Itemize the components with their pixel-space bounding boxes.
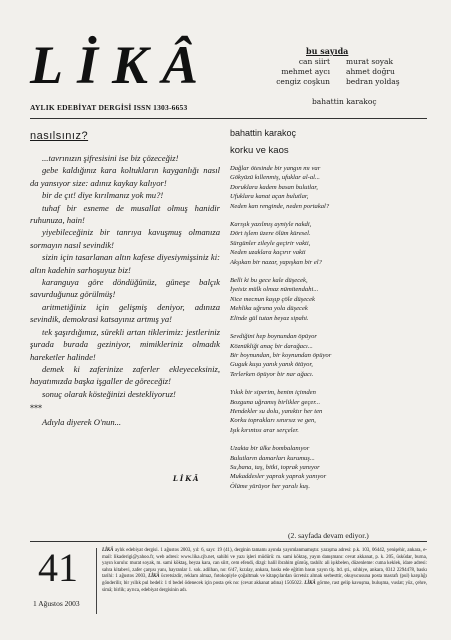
editorial-paragraph: sizin için tasarlanan altın kafese diyesiymişsiniz ki: altın kadehin sarhoşuyuz biz!: [30, 252, 220, 275]
poem-stanza: [230, 276, 430, 323]
poem-line: Elinde gül tutan beyaz sipahi.: [230, 314, 309, 322]
toc-title: bu sayıda: [306, 46, 349, 56]
issue-number: 41: [38, 545, 78, 590]
poem-line: Sürgünler zileyle geçirir vakti,: [230, 239, 311, 247]
poem-line: Doruklara kadem basan bulutlar,: [230, 183, 318, 191]
editorial-paragraph: karanguya göre döndüğünüz, güneşe balçık savurduğunuz görülmüş!: [30, 277, 220, 300]
editorial-text: [30, 152, 220, 400]
poem-line: Gökyüzü kıllenmiş, ufuklar al-al...: [230, 174, 320, 182]
toc-right-column: [346, 57, 400, 87]
poem-line: Nice mecnun kaşıp çöle düşecek: [230, 295, 315, 303]
toc-author: bedran yoldaş: [346, 77, 400, 86]
poem-line: Köznükliği anaç bir darağacı...: [230, 342, 313, 350]
continued-note: (2. sayfada devam ediyor.): [288, 531, 369, 540]
poem-line: Yıkık bir siperim, benim içimden: [230, 389, 316, 397]
editorial-paragraph: sonuç olarak kösteğinizi destekliyoruz!: [42, 388, 176, 399]
poem-body: [230, 164, 430, 491]
toc-author: murat soyak: [346, 57, 394, 66]
editorial-paragraph: tek şaşırdığımız, sürekli artan tiklerimiz: jestleriniz şurada burada geziniyor, mimikleriniz olmadık hareketler halinde!: [30, 326, 220, 362]
poem-line: Bozguna uğramış birlikler geçer...: [230, 398, 321, 406]
magazine-subtitle: AYLIK EDEBİYAT DERGİSİ ISSN 1303-6653: [30, 103, 188, 112]
imprint-brand: LİKÂ: [148, 574, 160, 580]
poem-stanza: [230, 220, 430, 267]
table-of-contents: [258, 46, 423, 116]
editorial-paragraph: demek ki zaferinize zaferler ekleyeceksiniz, hayatımızda başka işgaller de göreceğiz!: [30, 363, 220, 387]
editorial-closing: Adıyla diyerek O'nun...: [42, 417, 122, 428]
footer-vertical-divider: [96, 548, 97, 614]
issue-date: 1 Ağustos 2003: [33, 599, 80, 608]
poem-line: Neden kan renginde, neden portakal?: [230, 202, 330, 210]
poem-line: Sevdiğini hep boynundan öpüyor: [230, 333, 317, 341]
editorial-column: [30, 130, 220, 427]
editorial-paragraph: yiyebileceğiniz bir tanrıya kavuşmuş olmanıza sormayın nasıl sevindik!: [30, 227, 220, 250]
poem-line: Ufuklara kanat açan bulutlar,: [230, 193, 309, 201]
toc-author: can siirt: [298, 57, 330, 66]
toc-author: bahattin karakoç: [312, 97, 377, 106]
editorial-heading: nasılsınız?: [30, 130, 89, 142]
poem-line: İyeisiz mülk olmaz nümitendahi...: [230, 286, 319, 294]
poem-line: Ölüme yürüyor her yaralı kuş.: [230, 482, 311, 490]
poem-line: Mukaddesler yaprak yaprak yanıyor: [230, 473, 327, 481]
toc-author: ahmet doğru: [346, 67, 395, 76]
section-stars: ***: [30, 404, 42, 414]
poem-line: Neden uzaklara kaçırır vakti: [230, 249, 306, 257]
poem-title: korku ve kaos: [230, 145, 289, 156]
imprint-text: [102, 548, 427, 594]
imprint-body: görme, rast gelip kavuşma, buluşma, vuslat; yüz, çehre, simâ; birlik; ayrıca, edebiyat dergisinin adı.: [102, 580, 428, 593]
editorial-paragraph: gebe kaldığınız kara koltukların kayganlığı nasıl da yansıyor size: adınız kaykay kalıyor!: [30, 165, 220, 188]
imprint-body: ücretsizdir, reklam almaz, fotokopiyle çoğaltmak ve kitapçılardan ücretsiz almak serbesttir, okuyucusuna posta masrafı (pul) karşılığı gönderilir, bir yıllık pul bedeli: 1 tl bedel ödenecek için posta çek no: (cevat akkanat adına) 1505022.: [102, 574, 427, 586]
editorial-paragraph: ...tavrınızın şifresisini ise biz çözeceğiz!: [42, 153, 179, 163]
poem-stanza: [230, 388, 430, 435]
footer-divider: [30, 541, 427, 542]
magazine-logo: LİKÂ: [30, 35, 213, 95]
poem-stanza: [230, 164, 430, 211]
poem-line: Dört işlem üzere ölüm küresel.: [230, 230, 311, 238]
editorial-paragraph: bir de çıt! diye kırılmanız yok mu?!: [42, 190, 164, 201]
poem-line: Terlerken öpüyor bir nar ağacı.: [230, 370, 314, 378]
toc-author: mehmet aycı: [281, 67, 330, 76]
poem-column: [230, 128, 430, 500]
toc-left-column: [258, 57, 330, 87]
poem-line: Dağlar ötesinde bir yangın mı var: [230, 165, 321, 172]
poem-line: Uzakta bir ülke bombalanıyor: [230, 445, 310, 453]
toc-author: cengiz coşkun: [276, 77, 330, 86]
poem-line: Mehlika uğruna yola düşecek: [230, 305, 308, 313]
poem-line: Guguk kuşu yanık yanık ötüyor,: [230, 361, 313, 369]
editorial-signature: LİKÂ: [173, 474, 201, 483]
header-divider: [30, 118, 427, 119]
poem-line: Korku toprakları sınırsız ve gen,: [230, 417, 316, 425]
poem-line: Bulutların damarları kurumuş...: [230, 454, 315, 462]
poem-line: Su,bana, taş, bitki, toprak yanıyor: [230, 463, 320, 471]
imprint-body: aylık edebiyat dergisi. 1 ağustos 2003, yıl: 6, sayı: 19 (41), derginin tamamı ayında yayımlanmamıştır. yazışma adresi: p.k. 103, 06442, yenişehir, ankara, e-mail: likaderigi@yahoo.fr, web adresi: www.lika.cjb.net, sahibi ve yazı işleri müdürü: m. sami köktaş, yayın danışmanı: cevat akkanat, p. k. 205, üsküdar, burna, yayın kurulu: murat soyak, m. sami köktaş, beyza kara, can siirt, cem efendi, dizgi: halil ibrahim gümüş, tashih: ali işıkbelen, düzenleme: cuma keklek, idare adresi: sahra kitabevi, zafer çarşısı yanı, hayranlar 1. sok. adilhan, no: 6/47, kızılay, ankara, baskı ede eğitim basın yayın tiş. ltd. şti., sıhhiye, ankara, 0312 2294478, baskı tarihi: 1 ağustos 2003,: [102, 548, 427, 580]
poem-line: Karışık yazılmış ayniyle nakdi,: [230, 221, 312, 229]
poem-line: Akşıkan bir nazar, yapışkan bir el?: [230, 258, 322, 266]
poem-author: bahattin karakoç: [230, 128, 297, 138]
poem-stanza: [230, 332, 430, 379]
editorial-paragraph: aritmetiğiniz için gelişmiş deniyor, adınıza sevindik, demokrasi katsayınız artmış ya!: [30, 301, 220, 325]
poem-line: Hendekler su dolu, yanıktır her ten: [230, 407, 323, 415]
poem-stanza: [230, 444, 430, 491]
editorial-paragraph: tuhaf bir esneme de musallat olmuş hanidir ruhunuza, hain!: [30, 202, 220, 226]
poem-line: Bir boynundan, bir koynundan öpüyor: [230, 351, 332, 359]
imprint-brand: LİKÂ: [304, 580, 316, 586]
poem-line: Belli ki bu gece kale düşecek,: [230, 277, 308, 285]
imprint-brand: LİKÂ: [102, 548, 114, 553]
poem-line: Işık kırıntısı arar serçeler.: [230, 426, 299, 434]
